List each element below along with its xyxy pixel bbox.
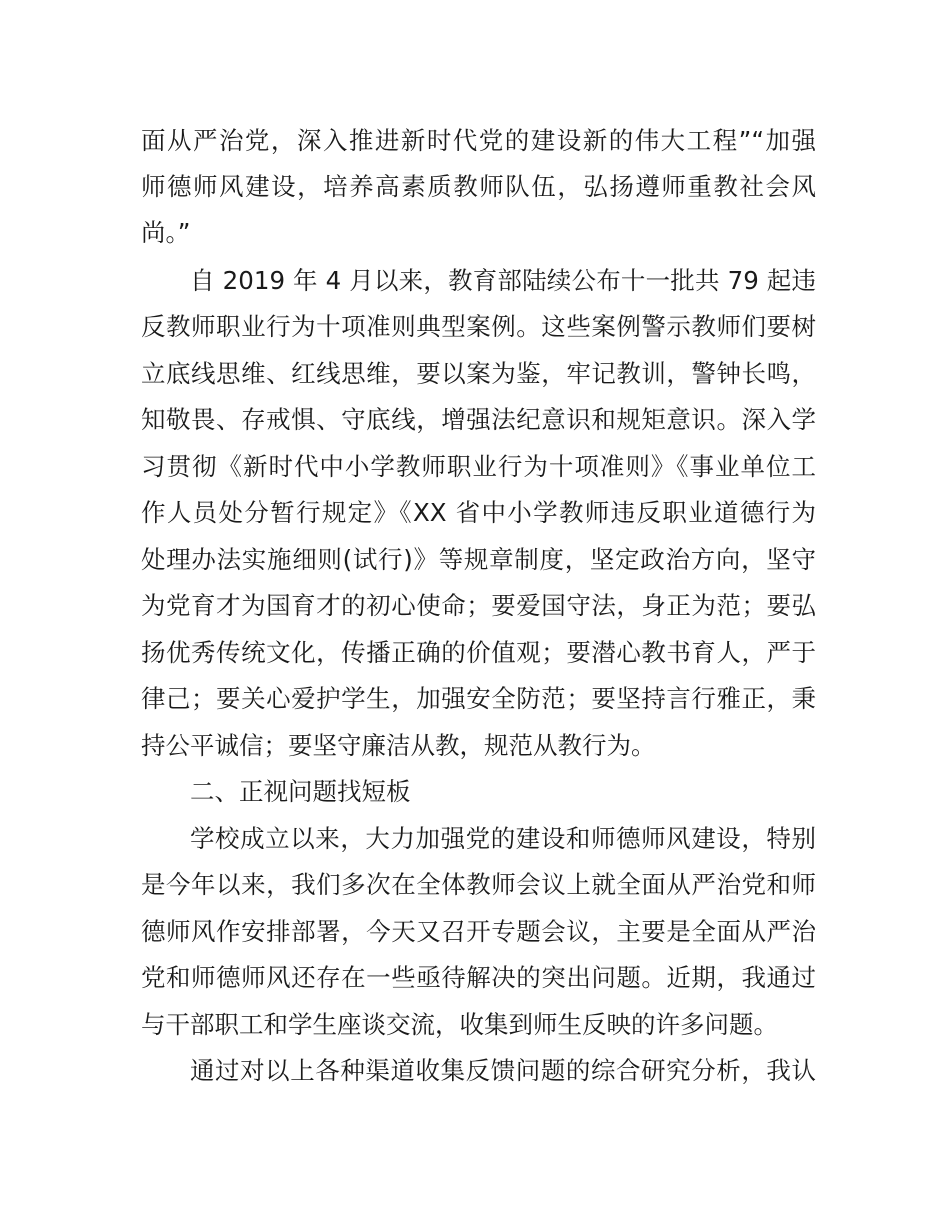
text-line: 自 2019 年 4 月以来，教育部陆续公布十一批共 79 起违 [190,266,816,295]
text-line: 学校成立以来，大力加强党的建设和师德师风建设，特别 [190,824,816,853]
text-line: 党和师德师风还存在一些亟待解决的突出问题。近期，我通过 [141,963,816,992]
text-line: 立底线思维、红线思维，要以案为鉴，牢记教训，警钟长鸣， [141,359,816,388]
text-line: 德师风作安排部署，今天又召开专题会议，主要是全面从严治 [141,917,816,946]
text-line: 尚。” [141,218,191,247]
text-line: 为党育才为国育才的初心使命；要爱国守法，身正为范；要弘 [141,591,816,620]
text-line: 面从严治党，深入推进新时代党的建设新的伟大工程”“加强 [141,126,816,155]
text-line: 通过对以上各种渠道收集反馈问题的综合研究分析，我认 [190,1056,816,1085]
text-line: 是今年以来，我们多次在全体教师会议上就全面从严治党和师 [141,870,816,899]
text-line: 习贯彻《新时代中小学教师职业行为十项准则》《事业单位工 [141,452,816,481]
text-line: 知敬畏、存戒惧、守底线，增强法纪意识和规矩意识。深入学 [141,405,816,434]
text-line: 与干部职工和学生座谈交流，收集到师生反映的许多问题。 [141,1010,778,1039]
text-line: 扬优秀传统文化，传播正确的价值观；要潜心教书育人，严于 [141,638,816,667]
text-line: 持公平诚信；要坚守廉洁从教，规范从教行为。 [141,731,656,760]
section-heading: 二、正视问题找短板 [190,777,411,806]
text-line: 师德师风建设，培养高素质教师队伍，弘扬遵师重教社会风 [141,172,816,201]
text-line: 律己；要关心爱护学生，加强安全防范；要坚持言行雅正，秉 [141,684,816,713]
text-line: 处理办法实施细则(试行)》等规章制度，坚定政治方向，坚守 [141,545,816,574]
text-line: 反教师职业行为十项准则典型案例。这些案例警示教师们要树 [141,312,816,341]
text-line: 作人员处分暂行规定》《XX 省中小学教师违反职业道德行为 [141,498,816,527]
